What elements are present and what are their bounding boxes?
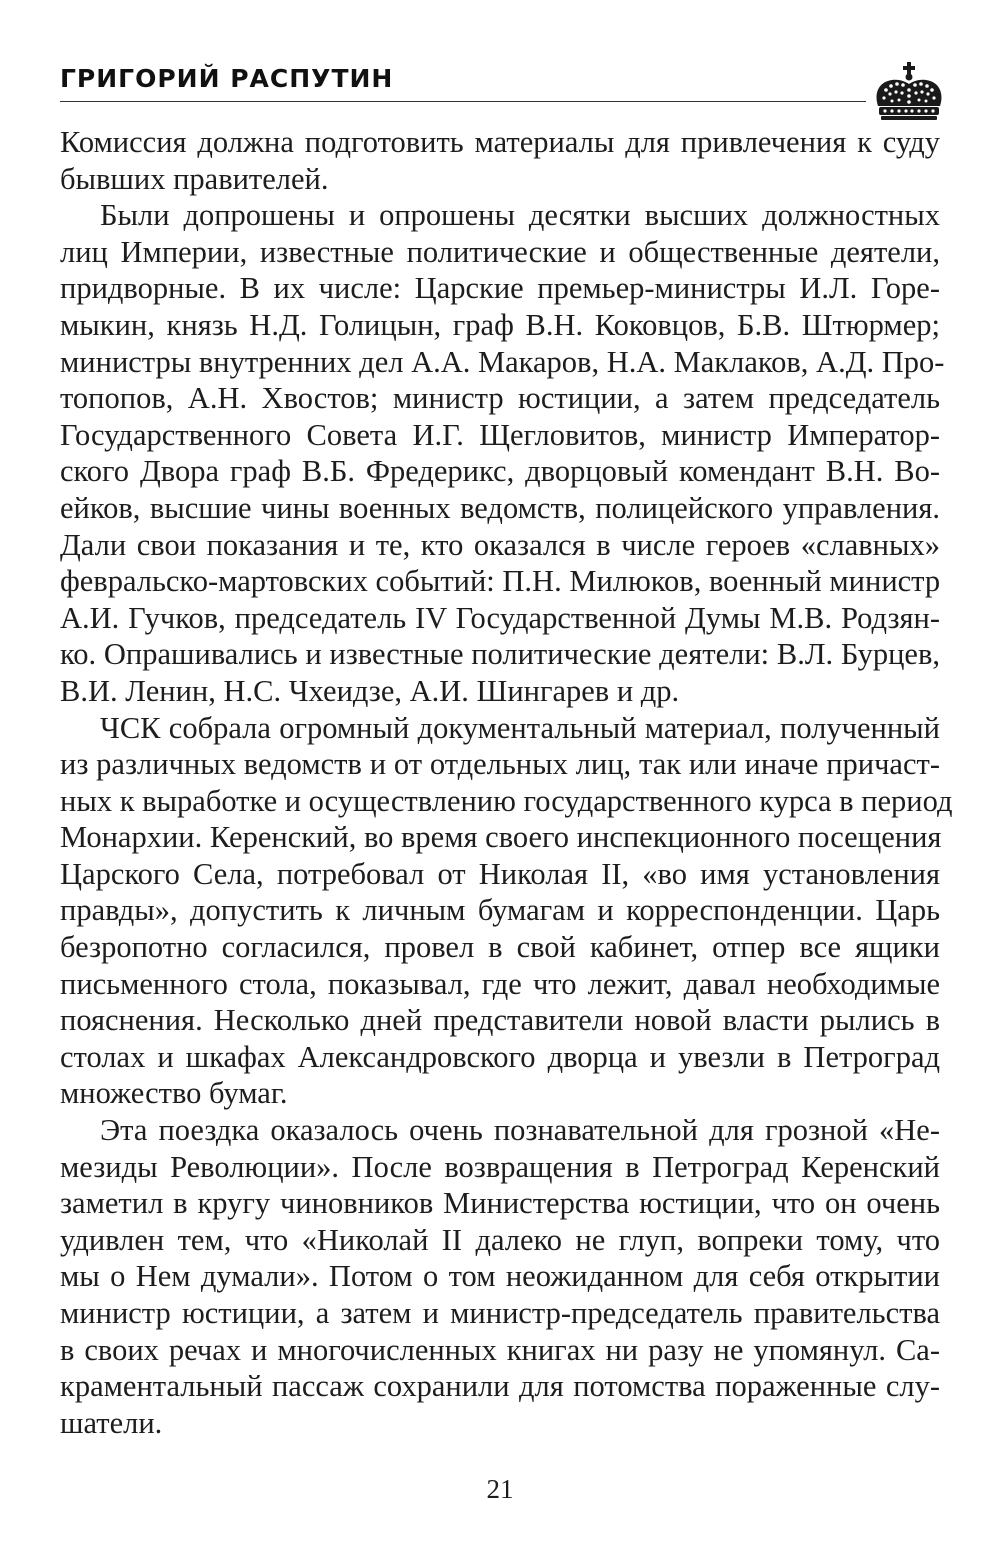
text-line: бывших правителей. <box>60 161 329 196</box>
main-text <box>60 124 953 1441</box>
text-line: шатели. <box>60 1405 163 1440</box>
text-line: множество бумаг. <box>60 1076 288 1111</box>
text-line: пояснения. Несколько дней представители новой власти рылись в <box>60 1003 940 1038</box>
text-line: Царского Села, потребовал от Николая II, «во имя установления <box>60 856 940 891</box>
text-line: мы о Нем думали». Потом о том неожиданном для себя открытии <box>60 1259 940 1294</box>
text-line: столах и шкафах Александровского дворца и увезли в Петроград <box>60 1039 940 1074</box>
text-line: ко. Опрашивались и известные политические деятели: В.Л. Бурцев, <box>60 637 940 672</box>
text-line: ского Двора граф В.Б. Фредерикс, дворцовый комендант В.Н. Во- <box>60 454 940 489</box>
text-line: из различных ведомств и от отдельных лиц, так или иначе причаст- <box>60 747 940 782</box>
text-line: Монархии. Керенский, во время своего инспекционного посещения <box>60 820 942 855</box>
text-line: правды», допустить к личным бумагам и корреспонденции. Царь <box>60 893 940 928</box>
text-line: Были допрошены и опрошены десятки высших должностных <box>100 198 940 233</box>
text-line: А.И. Гучков, председатель IV Государственной Думы М.В. Родзян- <box>60 600 940 635</box>
imperial-crown-icon <box>872 60 946 122</box>
text-line: лиц Империи, известные политические и общественные деятели, <box>60 234 940 269</box>
text-line: ных к выработке и осуществлению государственного курса в период <box>60 783 953 818</box>
text-line: Государственного Совета И.Г. Щегловитов, министр Император- <box>60 417 940 452</box>
page-number: 21 <box>486 1474 514 1504</box>
text-line: Эта поездка оказалось очень познавательной для грозной «Не- <box>100 1113 940 1148</box>
text-line: министр юстиции, а затем и министр-председатель правительства <box>60 1296 940 1330</box>
text-line: мезиды Революции». После возвращения в Петроград Керенский <box>60 1149 940 1184</box>
text-line: Комиссия должна подготовить материалы для привлечения к суду <box>60 125 940 159</box>
text-line: топопов, А.Н. Хвостов; министр юстиции, а затем председатель <box>60 381 940 416</box>
text-line: в своих речах и многочисленных книгах ни разу не упомянул. Са- <box>60 1332 940 1367</box>
text-line: министры внутренних дел А.А. Макаров, Н.А. Маклаков, А.Д. Про- <box>60 344 945 379</box>
text-line: ейков, высшие чины военных ведомств, полицейского управления. <box>60 490 940 525</box>
text-line: В.И. Ленин, Н.С. Чхеидзе, А.И. Шингарев и др. <box>60 673 680 708</box>
text-line: краментальный пассаж сохранили для потомства пораженные слу- <box>60 1369 940 1404</box>
running-head: ГРИГОРИЙ РАСПУТИН <box>60 64 394 93</box>
text-line: Дали свои показания и те, кто оказался в числе героев «славных» <box>60 527 940 562</box>
text-line: письменного стола, показывал, где что лежит, давал необходимые <box>60 966 940 1001</box>
text-line: заметил в кругу чиновников Министерства юстиции, что он очень <box>60 1186 940 1221</box>
text-line: придворные. В их числе: Царские премьер-министры И.Л. Горе- <box>60 271 940 306</box>
header-rule <box>60 101 866 102</box>
text-line: мыкин, князь Н.Д. Голицын, граф В.Н. Коковцов, Б.В. Штюрмер; <box>60 307 940 342</box>
text-line: февральско-мартовских событий: П.Н. Милюков, военный министр <box>60 564 941 599</box>
text-line: удивлен тем, что «Николай II далеко не глуп, вопреки тому, что <box>60 1222 940 1257</box>
text-line: безропотно согласился, провел в свой кабинет, отпер все ящики <box>60 930 940 965</box>
text-line: ЧСК собрала огромный документальный материал, полученный <box>100 710 940 745</box>
